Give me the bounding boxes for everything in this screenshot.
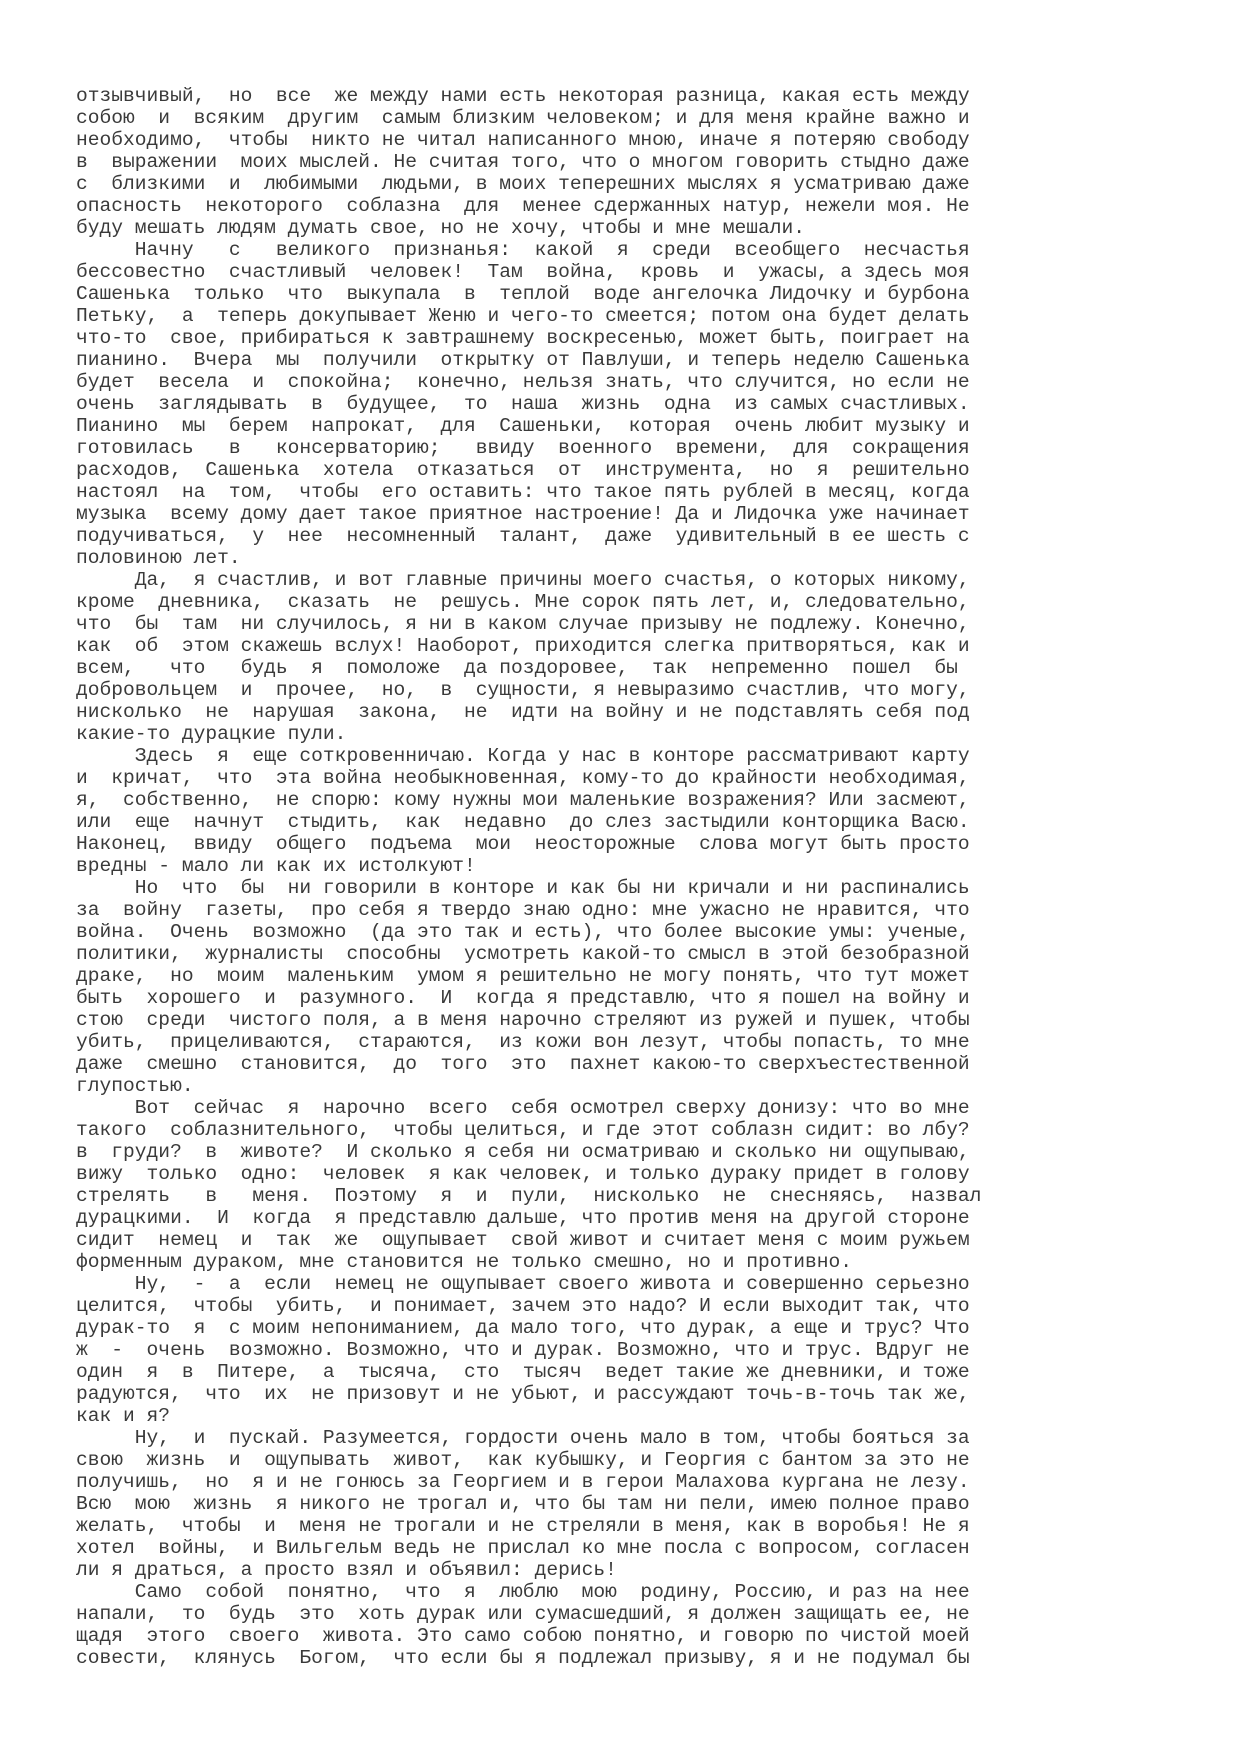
text-line: один я в Питере, а тысяча, сто тысяч ведет такие же дневники, и тоже: [76, 1361, 970, 1383]
text-line: Наконец, ввиду общего подъема мои неосторожные слова могут быть просто: [76, 833, 970, 855]
text-line: добровольцем и прочее, но, в сущности, я невыразимо счастлив, что могу,: [76, 679, 970, 701]
text-line: отзывчивый, но все же между нами есть некоторая разница, какая есть между: [76, 85, 970, 107]
text-line: Здесь я еще соткровенничаю. Когда у нас в конторе рассматривают карту: [76, 745, 970, 767]
text-line: подучиваться, у нее несомненный талант, даже удивительный в ее шесть с: [76, 525, 970, 547]
text-line: Сашенька только что выкупала в теплой воде ангелочка Лидочку и бурбона: [76, 283, 970, 305]
text-line: война. Очень возможно (да это так и есть), что более высокие умы: ученые,: [76, 921, 970, 943]
text-line: дурацкими. И когда я представлю дальше, что против меня на другой стороне: [76, 1207, 970, 1229]
text-line: Но что бы ни говорили в конторе и как бы ни кричали и ни распинались: [76, 877, 970, 899]
text-line: Ну, - а если немец не ощупывает своего живота и совершенно серьезно: [76, 1273, 970, 1295]
text-line: глупостью.: [76, 1075, 194, 1097]
text-line: как и я?: [76, 1405, 171, 1427]
text-line: будет весела и спокойна; конечно, нельзя знать, что случится, но если не: [76, 371, 970, 393]
text-line: вредны - мало ли как их истолкуют!: [76, 855, 476, 877]
text-line: половиною лет.: [76, 547, 241, 569]
text-line: дурак-то я с моим непониманием, да мало того, что дурак, а еще и трус? Что: [76, 1317, 970, 1339]
text-line: настоял на том, чтобы его оставить: что такое пять рублей в месяц, когда: [76, 481, 970, 503]
text-line: необходимо, чтобы никто не читал написанного мною, иначе я потеряю свободу: [76, 129, 970, 151]
text-line: нисколько не нарушая закона, не идти на войну и не подставлять себя под: [76, 701, 970, 723]
text-line: щадя этого своего живота. Это само собою понятно, и говорю по чистой моей: [76, 1625, 970, 1647]
text-line: желать, чтобы и меня не трогали и не стреляли в меня, как в воробья! Не я: [76, 1515, 970, 1537]
text-line: напали, то будь это хоть дурак или сумасшедший, я должен защищать ее, не: [76, 1603, 970, 1625]
text-line: хотел войны, и Вильгельм ведь не прислал ко мне посла с вопросом, согласен: [76, 1537, 970, 1559]
text-line: Вот сейчас я нарочно всего себя осмотрел сверху донизу: что во мне: [76, 1097, 970, 1119]
text-line: очень заглядывать в будущее, то наша жизнь одна из самых счастливых.: [76, 393, 970, 415]
text-line: драке, но моим маленьким умом я решительно не могу понять, что тут может: [76, 965, 970, 987]
text-line: целится, чтобы убить, и понимает, зачем это надо? И если выходит так, что: [76, 1295, 970, 1317]
text-line: свою жизнь и ощупывать живот, как кубышку, и Георгия с бантом за это не: [76, 1449, 970, 1471]
text-line: Само собой понятно, что я люблю мою родину, Россию, и раз на нее: [76, 1581, 970, 1603]
text-line: в выражении моих мыслей. Не считая того, что о многом говорить стыдно даже: [76, 151, 970, 173]
text-line: форменным дураком, мне становится не только смешно, но и противно.: [76, 1251, 853, 1273]
text-line: с близкими и любимыми людьми, в моих теперешних мыслях я усматриваю даже: [76, 173, 970, 195]
text-line: политики, журналисты способны усмотреть какой-то смысл в этой безобразной: [76, 943, 970, 965]
text-line: я, собственно, не спорю: кому нужны мои маленькие возражения? Или засмеют,: [76, 789, 970, 811]
text-line: Пианино мы берем напрокат, для Сашеньки, которая очень любит музыку и: [76, 415, 970, 437]
text-line: пианино. Вчера мы получили открытку от Павлуши, и теперь неделю Сашенька: [76, 349, 970, 371]
text-line: радуются, что их не призовут и не убьют, и рассуждают точь-в-точь так же,: [76, 1383, 970, 1405]
text-line: что-то свое, прибираться к завтрашнему воскресенью, может быть, поиграет на: [76, 327, 970, 349]
text-line: и кричат, что эта война необыкновенная, кому-то до крайности необходимая,: [76, 767, 970, 789]
text-line: Всю мою жизнь я никого не трогал и, что бы там ни пели, имею полное право: [76, 1493, 970, 1515]
text-line: Петьку, а теперь докупывает Женю и чего-то смеется; потом она будет делать: [76, 305, 970, 327]
document-page: [76, 85, 1076, 1669]
text-line: за войну газеты, про себя я твердо знаю одно: мне ужасно не нравится, что: [76, 899, 970, 921]
text-line: опасность некоторого соблазна для менее сдержанных натур, нежели моя. Не: [76, 195, 970, 217]
text-line: получишь, но я и не гонюсь за Георгием и в герои Малахова кургана не лезу.: [76, 1471, 970, 1493]
document-text: [76, 85, 1076, 1669]
text-line: убить, прицеливаются, стараются, из кожи вон лезут, чтобы попасть, то мне: [76, 1031, 970, 1053]
text-line: ж - очень возможно. Возможно, что и дурак. Возможно, что и трус. Вдруг не: [76, 1339, 970, 1361]
text-line: какие-то дурацкие пули.: [76, 723, 347, 745]
text-line: или еще начнут стыдить, как недавно до слез застыдили конторщика Васю.: [76, 811, 970, 833]
text-line: ли я драться, а просто взял и объявил: дерись!: [76, 1559, 617, 1581]
text-line: расходов, Сашенька хотела отказаться от инструмента, но я решительно: [76, 459, 970, 481]
text-line: бессовестно счастливый человек! Там война, кровь и ужасы, а здесь моя: [76, 261, 970, 283]
text-line: Ну, и пускай. Разумеется, гордости очень мало в том, чтобы бояться за: [76, 1427, 970, 1449]
text-line: музыка всему дому дает такое приятное настроение! Да и Лидочка уже начинает: [76, 503, 970, 525]
text-line: готовилась в консерваторию; ввиду военного времени, для сокращения: [76, 437, 970, 459]
text-line: стрелять в меня. Поэтому я и пули, нисколько не снесняясь, назвал: [76, 1185, 982, 1207]
text-line: Начну с великого признанья: какой я среди всеобщего несчастья: [76, 239, 970, 261]
text-line: буду мешать людям думать свое, но не хочу, чтобы и мне мешали.: [76, 217, 806, 239]
text-line: совести, клянусь Богом, что если бы я подлежал призыву, я и не подумал бы: [76, 1647, 970, 1669]
text-line: кроме дневника, сказать не решусь. Мне сорок пять лет, и, следовательно,: [76, 591, 970, 613]
text-line: как об этом скажешь вслух! Наоборот, приходится слегка притворяться, как и: [76, 635, 970, 657]
text-line: что бы там ни случилось, я ни в каком случае призыву не подлежу. Конечно,: [76, 613, 970, 635]
text-line: даже смешно становится, до того это пахнет какою-то сверхъестественной: [76, 1053, 970, 1075]
text-line: сидит немец и так же ощупывает свой живот и считает меня с моим ружьем: [76, 1229, 970, 1251]
text-line: всем, что будь я помоложе да поздоровее, так непременно пошел бы: [76, 657, 958, 679]
text-line: быть хорошего и разумного. И когда я представлю, что я пошел на войну и: [76, 987, 970, 1009]
text-line: вижу только одно: человек я как человек, и только дураку придет в голову: [76, 1163, 970, 1185]
text-line: собою и всяким другим самым близким человеком; и для меня крайне важно и: [76, 107, 970, 129]
text-line: Да, я счастлив, и вот главные причины моего счастья, о которых никому,: [76, 569, 970, 591]
text-line: стою среди чистого поля, а в меня нарочно стреляют из ружей и пушек, чтобы: [76, 1009, 970, 1031]
text-line: в груди? в животе? И сколько я себя ни осматриваю и сколько ни ощупываю,: [76, 1141, 970, 1163]
text-line: такого соблазнительного, чтобы целиться, и где этот соблазн сидит: во лбу?: [76, 1119, 970, 1141]
